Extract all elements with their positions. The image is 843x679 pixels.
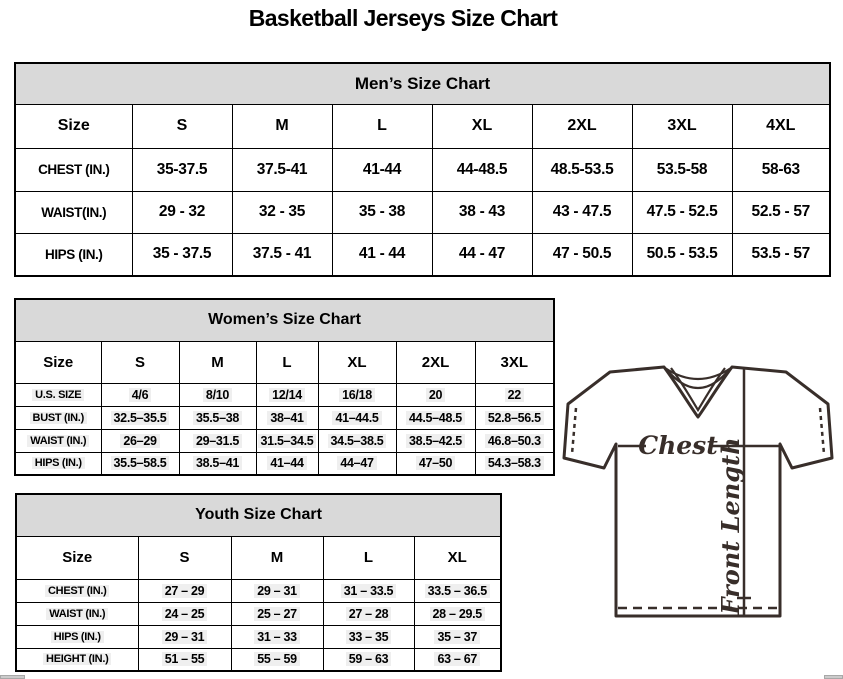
page-title: Basketball Jerseys Size Chart	[248, 5, 558, 31]
women-size-value-text: 38.5–42.5	[406, 434, 465, 448]
men-table-row	[15, 233, 830, 276]
women-size-value-text: 34.5–38.5	[328, 434, 387, 448]
men-size-value: 35-37.5	[132, 148, 232, 191]
youth-size-value	[231, 625, 323, 648]
youth-size-value-text: 59 – 63	[346, 652, 392, 666]
youth-size-value-text: 29 – 31	[162, 630, 208, 644]
women-row-label-text: WAIST (IN.)	[27, 435, 89, 447]
men-size-value: 44-48.5	[432, 148, 532, 191]
women-column-header-xl: XL	[318, 341, 396, 383]
women-size-value	[101, 406, 179, 429]
women-size-value-text: 54.3–58.3	[485, 456, 544, 470]
men-size-value: 50.5 - 53.5	[632, 233, 732, 276]
youth-column-header-xl: XL	[414, 536, 501, 579]
women-row-label-text: U.S. SIZE	[32, 389, 84, 401]
women-size-value	[101, 452, 179, 475]
men-table-row	[15, 148, 830, 191]
women-size-value	[318, 406, 396, 429]
women-size-value	[318, 452, 396, 475]
women-size-value	[179, 452, 256, 475]
left-cuff-dashed-line	[572, 408, 576, 454]
men-column-header-2xl: 2XL	[532, 104, 632, 148]
youth-size-value	[414, 648, 501, 671]
women-size-value	[256, 452, 318, 475]
women-column-header-3xl: 3XL	[475, 341, 554, 383]
men-table-title: Men’s Size Chart	[15, 63, 830, 104]
men-size-value: 37.5-41	[232, 148, 332, 191]
women-column-header-2xl: 2XL	[396, 341, 475, 383]
right-cuff-dashed-line	[820, 408, 824, 454]
men-row-label: CHEST (IN.)	[15, 148, 132, 191]
women-size-value	[475, 452, 554, 475]
women-size-value-text: 41–44	[267, 456, 306, 470]
women-size-value	[475, 383, 554, 406]
youth-table-row	[16, 648, 501, 671]
men-row-label: WAIST(IN.)	[15, 191, 132, 233]
women-size-value-text: 32.5–35.5	[111, 411, 170, 425]
youth-size-value	[138, 602, 231, 625]
women-table-row	[15, 429, 554, 452]
men-size-value: 37.5 - 41	[232, 233, 332, 276]
men-size-value: 35 - 37.5	[132, 233, 232, 276]
youth-size-value	[323, 648, 414, 671]
youth-size-value	[138, 648, 231, 671]
women-row-label	[15, 429, 101, 452]
youth-row-label	[16, 648, 138, 671]
women-size-value-text: 44–47	[337, 456, 376, 470]
youth-size-value	[231, 579, 323, 602]
women-size-value-text: 20	[426, 388, 445, 402]
youth-table-row	[16, 579, 501, 602]
men-size-value: 41 - 44	[332, 233, 432, 276]
men-size-value: 53.5 - 57	[732, 233, 830, 276]
youth-size-value	[231, 648, 323, 671]
youth-row-label-text: WAIST (IN.)	[46, 608, 108, 620]
women-table-row	[15, 383, 554, 406]
youth-row-label-text: CHEST (IN.)	[45, 585, 109, 597]
mens-size-chart-table	[14, 62, 829, 277]
youth-row-label-text: HEIGHT (IN.)	[43, 653, 111, 665]
women-size-value	[179, 406, 256, 429]
men-size-value: 38 - 43	[432, 191, 532, 233]
women-table-row	[15, 406, 554, 429]
women-size-value	[256, 429, 318, 452]
women-size-value-text: 35.5–38	[193, 411, 242, 425]
men-size-value: 58-63	[732, 148, 830, 191]
men-column-header-4xl: 4XL	[732, 104, 830, 148]
women-size-value	[318, 429, 396, 452]
women-size-value	[396, 452, 475, 475]
youth-size-value	[414, 625, 501, 648]
youth-size-value	[323, 625, 414, 648]
men-size-value: 41-44	[332, 148, 432, 191]
youth-row-label	[16, 602, 138, 625]
men-size-value: 47.5 - 52.5	[632, 191, 732, 233]
womens-size-chart-table	[14, 298, 553, 476]
men-size-value: 32 - 35	[232, 191, 332, 233]
scrollbar-fragment-right[interactable]	[824, 675, 843, 679]
chest-label: Chest	[638, 431, 718, 460]
youth-size-value-text: 33 – 35	[346, 630, 392, 644]
women-size-value	[396, 383, 475, 406]
women-size-value	[475, 429, 554, 452]
youth-size-value-text: 27 – 29	[162, 584, 208, 598]
women-size-value-text: 8/10	[203, 388, 232, 402]
youth-size-value-text: 63 – 67	[434, 652, 480, 666]
scrollbar-fragment-left[interactable]	[0, 675, 25, 679]
women-size-value	[256, 383, 318, 406]
men-size-value: 48.5-53.5	[532, 148, 632, 191]
youth-size-value-text: 31 – 33.5	[341, 584, 396, 598]
front-length-label: Front Length	[716, 437, 745, 615]
youth-row-label-text: HIPS (IN.)	[51, 631, 104, 643]
women-size-value	[101, 383, 179, 406]
women-column-header-m: M	[179, 341, 256, 383]
youth-size-value	[414, 602, 501, 625]
men-column-header-xl: XL	[432, 104, 532, 148]
men-column-header-s: S	[132, 104, 232, 148]
youth-size-value	[323, 602, 414, 625]
youth-size-value-text: 24 – 25	[162, 607, 208, 621]
men-size-value: 53.5-58	[632, 148, 732, 191]
women-size-value-text: 4/6	[129, 388, 151, 402]
women-size-value-text: 47–50	[416, 456, 455, 470]
youth-size-value-text: 28 – 29.5	[430, 607, 485, 621]
youth-size-value	[138, 579, 231, 602]
youth-table-title: Youth Size Chart	[16, 494, 501, 536]
youth-size-value-text: 31 – 33	[254, 630, 300, 644]
youth-table-row	[16, 625, 501, 648]
women-table-row	[15, 452, 554, 475]
youth-size-value-text: 25 – 27	[254, 607, 300, 621]
women-size-value	[396, 429, 475, 452]
youth-row-label	[16, 579, 138, 602]
women-size-value-text: 38.5–41	[193, 456, 242, 470]
women-column-header-l: L	[256, 341, 318, 383]
women-size-value-text: 46.8–50.3	[485, 434, 544, 448]
women-table-title: Women’s Size Chart	[15, 299, 554, 341]
men-table-row	[15, 191, 830, 233]
women-row-label	[15, 452, 101, 475]
men-size-value: 29 - 32	[132, 191, 232, 233]
youth-size-chart-table	[15, 493, 500, 672]
women-column-header-s: S	[101, 341, 179, 383]
women-size-value	[396, 406, 475, 429]
youth-column-header-s: S	[138, 536, 231, 579]
men-column-header-m: M	[232, 104, 332, 148]
youth-size-value	[323, 579, 414, 602]
youth-size-value	[231, 602, 323, 625]
women-size-value-text: 26–29	[120, 434, 159, 448]
men-size-column-header: Size	[15, 104, 132, 148]
women-size-value-text: 41–44.5	[332, 411, 381, 425]
women-size-column-header: Size	[15, 341, 101, 383]
women-size-value	[179, 383, 256, 406]
women-size-value	[179, 429, 256, 452]
youth-column-header-l: L	[323, 536, 414, 579]
men-size-value: 43 - 47.5	[532, 191, 632, 233]
youth-size-value-text: 27 – 28	[346, 607, 392, 621]
youth-size-column-header: Size	[16, 536, 138, 579]
women-row-label	[15, 406, 101, 429]
women-size-value-text: 52.8–56.5	[485, 411, 544, 425]
women-row-label-text: HIPS (IN.)	[32, 457, 85, 469]
jersey-diagram	[562, 364, 836, 630]
youth-size-value-text: 29 – 31	[254, 584, 300, 598]
youth-table-row	[16, 602, 501, 625]
youth-size-value	[138, 625, 231, 648]
women-size-value	[101, 429, 179, 452]
women-size-value	[256, 406, 318, 429]
women-size-value-text: 16/18	[339, 388, 375, 402]
women-size-value-text: 22	[505, 388, 524, 402]
men-row-label: HIPS (IN.)	[15, 233, 132, 276]
youth-column-header-m: M	[231, 536, 323, 579]
youth-row-label	[16, 625, 138, 648]
women-size-value-text: 12/14	[269, 388, 305, 402]
men-column-header-l: L	[332, 104, 432, 148]
youth-size-value-text: 35 – 37	[434, 630, 480, 644]
women-size-value	[475, 406, 554, 429]
women-size-value	[318, 383, 396, 406]
youth-size-value-text: 55 – 59	[254, 652, 300, 666]
youth-size-value	[414, 579, 501, 602]
women-row-label-text: BUST (IN.)	[30, 412, 87, 424]
women-size-value-text: 31.5–34.5	[258, 434, 317, 448]
women-size-value-text: 38–41	[267, 411, 306, 425]
men-size-value: 47 - 50.5	[532, 233, 632, 276]
youth-size-value-text: 33.5 – 36.5	[425, 584, 490, 598]
women-size-value-text: 44.5–48.5	[406, 411, 465, 425]
men-column-header-3xl: 3XL	[632, 104, 732, 148]
women-size-value-text: 29–31.5	[193, 434, 242, 448]
women-row-label	[15, 383, 101, 406]
men-size-value: 44 - 47	[432, 233, 532, 276]
youth-size-value-text: 51 – 55	[162, 652, 208, 666]
jersey-outline-shape	[564, 367, 832, 616]
women-size-value-text: 35.5–58.5	[111, 456, 170, 470]
men-size-value: 35 - 38	[332, 191, 432, 233]
men-size-value: 52.5 - 57	[732, 191, 830, 233]
